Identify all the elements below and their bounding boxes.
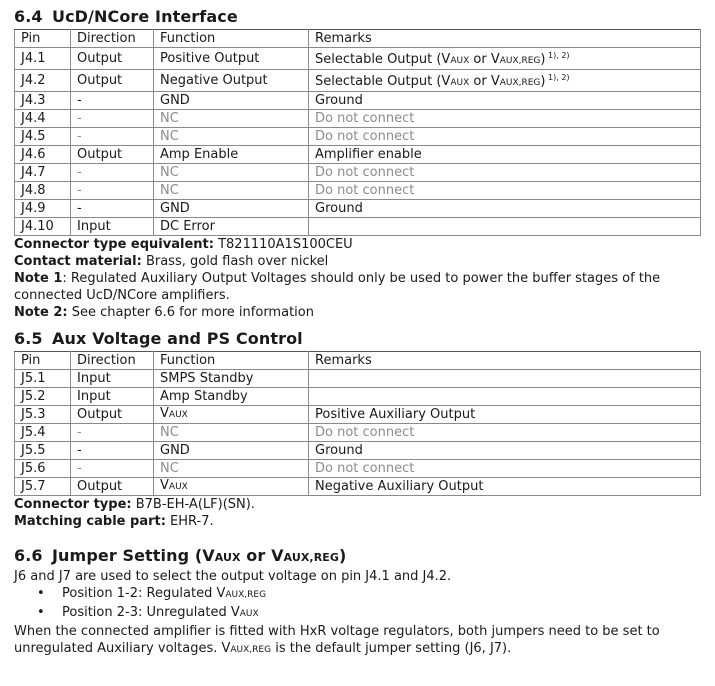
cell-direction: Output [71,478,154,496]
table-header-row [15,30,701,48]
connector-type-line [14,236,701,253]
table-row [15,460,701,478]
cell-pin: J4.7 [15,164,71,182]
section-number: 6.4 [14,7,43,26]
cell-function: NC [154,128,309,146]
cell-function: GND [154,442,309,460]
cell-direction: - [71,164,154,182]
pin-table-j4 [14,29,701,236]
table-header-row [15,352,701,370]
cell-direction: - [71,110,154,128]
cell-pin: J5.3 [15,406,71,424]
section-heading [14,5,701,29]
function-v: V [160,478,169,493]
note-2-label: Note 2: [14,305,68,320]
cell-pin: J4.6 [15,146,71,164]
cell-remark: Do not connect [309,182,701,200]
cell-function: GND [154,92,309,110]
cell-direction: Input [71,370,154,388]
cell-pin: J4.2 [15,70,71,92]
section-heading [14,544,694,568]
cell-direction: Input [71,218,154,236]
cell-function: GND [154,200,309,218]
title-text: Jumper Setting (V [52,546,215,565]
table-row [15,70,701,92]
regulator-paragraph [14,623,694,659]
table-row [15,424,701,442]
cell-function: NC [154,460,309,478]
cell-function [154,478,309,496]
matching-cable-line [14,513,701,530]
function-v: V [160,406,169,421]
cell-function: NC [154,164,309,182]
section-number: 6.6 [14,546,43,565]
list-item-text: Position 2-3: Unregulated V [62,605,240,620]
table-row [15,146,701,164]
contact-label: Contact material: [14,254,142,269]
cell-pin: J5.7 [15,478,71,496]
list-item-text: Position 1-2: Regulated V [62,586,226,601]
table-row [15,128,701,146]
table-row [15,478,701,496]
footnote-ref: 1), 2) [545,73,570,82]
remark-subscript: AUX,REG [499,78,541,88]
cell-direction: - [71,442,154,460]
remark-subscript: AUX,REG [499,56,541,66]
table-row [15,110,701,128]
section-title: UcD/NCore Interface [52,7,238,26]
header-pin: Pin [15,352,71,370]
cell-direction: - [71,200,154,218]
cell-remark [309,48,701,70]
cell-pin: J4.4 [15,110,71,128]
header-remarks: Remarks [309,30,701,48]
cell-pin: J4.1 [15,48,71,70]
cell-pin: J4.5 [15,128,71,146]
cell-remark: Do not connect [309,110,701,128]
cable-label: Matching cable part: [14,514,166,529]
cell-direction: - [71,424,154,442]
table-row [15,164,701,182]
cell-function: Negative Output [154,70,309,92]
table-row [15,218,701,236]
cell-pin: J4.3 [15,92,71,110]
table-row [15,92,701,110]
header-direction: Direction [71,352,154,370]
cell-direction: - [71,92,154,110]
intro-paragraph: J6 and J7 are used to select the output voltage on pin J4.1 and J4.2. [14,569,452,584]
cell-remark: Do not connect [309,460,701,478]
remark-text: ) [540,52,546,67]
jumper-position-list [14,585,694,623]
cell-function: Amp Enable [154,146,309,164]
cell-direction: Input [71,388,154,406]
connector-value: B7B-EH-A(LF)(SN). [131,497,255,512]
cell-remark [309,388,701,406]
cell-pin: J5.2 [15,388,71,406]
list-item [62,585,694,604]
section-6-6 [14,544,694,659]
section-number: 6.5 [14,329,43,348]
cell-pin: J5.4 [15,424,71,442]
contact-material-line [14,253,701,270]
title-text: ) [339,546,347,565]
cell-remark [309,70,701,92]
note-2 [14,304,701,321]
cell-remark: Ground [309,442,701,460]
cell-direction: Output [71,48,154,70]
contact-value: Brass, gold flash over nickel [141,254,329,269]
cell-direction: - [71,460,154,478]
cell-function: NC [154,182,309,200]
function-subscript: AUX [168,410,188,420]
cell-remark: Negative Auxiliary Output [309,478,701,496]
cell-pin: J5.1 [15,370,71,388]
cell-remark [309,218,701,236]
cell-direction: - [71,128,154,146]
list-item [62,604,694,623]
remark-subscript: AUX [450,56,470,66]
paragraph-subscript: AUX,REG [230,645,272,655]
header-function: Function [154,352,309,370]
note-1-text: : Regulated Auxiliary Output Voltages should only be used to power the buffer stages of the connected UcD/NCore amplifiers. [14,271,661,303]
remark-text: or V [469,74,500,89]
cell-function: NC [154,424,309,442]
note-2-text: See chapter 6.6 for more information [67,305,314,320]
cell-remark: Ground [309,200,701,218]
list-item-subscript: AUX,REG [225,590,267,600]
footnote-ref: 1), 2) [545,51,570,60]
function-subscript: AUX [168,482,188,492]
title-subscript: AUX [214,551,241,564]
header-remarks: Remarks [309,352,701,370]
cell-pin: J4.8 [15,182,71,200]
cell-remark: Do not connect [309,128,701,146]
section-6-4 [14,5,701,321]
cell-function: SMPS Standby [154,370,309,388]
table-row [15,406,701,424]
section-title [52,544,346,570]
remark-text: or V [469,52,500,67]
remark-subscript: AUX [450,78,470,88]
cell-pin: J4.10 [15,218,71,236]
cell-pin: J5.6 [15,460,71,478]
connector-label: Connector type: [14,497,132,512]
cell-direction: - [71,182,154,200]
cell-pin: J5.5 [15,442,71,460]
cell-function: Amp Standby [154,388,309,406]
cell-remark: Ground [309,92,701,110]
cell-remark: Do not connect [309,164,701,182]
cell-function: NC [154,110,309,128]
cable-value: EHR-7. [165,514,214,529]
paragraph-text: When the connected amplifier is fitted with HxR voltage regulators, both jumpers need to be set to unregulated Auxiliary voltages. V [14,624,660,656]
cell-function: DC Error [154,218,309,236]
section-heading [14,327,701,351]
header-pin: Pin [15,30,71,48]
cell-remark: Amplifier enable [309,146,701,164]
table-row [15,388,701,406]
cell-direction: Output [71,146,154,164]
cell-remark: Do not connect [309,424,701,442]
cell-pin: J4.9 [15,200,71,218]
connector-value: T821110A1S100CEU [213,237,353,252]
remark-text: ) [540,74,546,89]
cell-direction: Output [71,406,154,424]
table-row [15,48,701,70]
title-subscript: AUX,REG [283,551,340,564]
header-function: Function [154,30,309,48]
paragraph-text: is the default jumper setting (J6, J7). [271,641,512,656]
table-row [15,200,701,218]
section-6-5 [14,327,701,530]
cell-function: Positive Output [154,48,309,70]
connector-type-line [14,496,701,513]
table-row [15,370,701,388]
remark-text: Selectable Output (V [315,74,451,89]
table-row [15,442,701,460]
header-direction: Direction [71,30,154,48]
table-row [15,182,701,200]
list-item-subscript: AUX [239,609,259,619]
cell-function [154,406,309,424]
title-text: or V [240,546,284,565]
note-1 [14,270,701,304]
cell-remark [309,370,701,388]
cell-direction: Output [71,70,154,92]
note-1-label: Note 1 [14,271,63,286]
remark-text: Selectable Output (V [315,52,451,67]
pin-table-j5 [14,351,701,496]
section-title: Aux Voltage and PS Control [52,329,303,348]
connector-label: Connector type equivalent: [14,237,214,252]
cell-remark: Positive Auxiliary Output [309,406,701,424]
